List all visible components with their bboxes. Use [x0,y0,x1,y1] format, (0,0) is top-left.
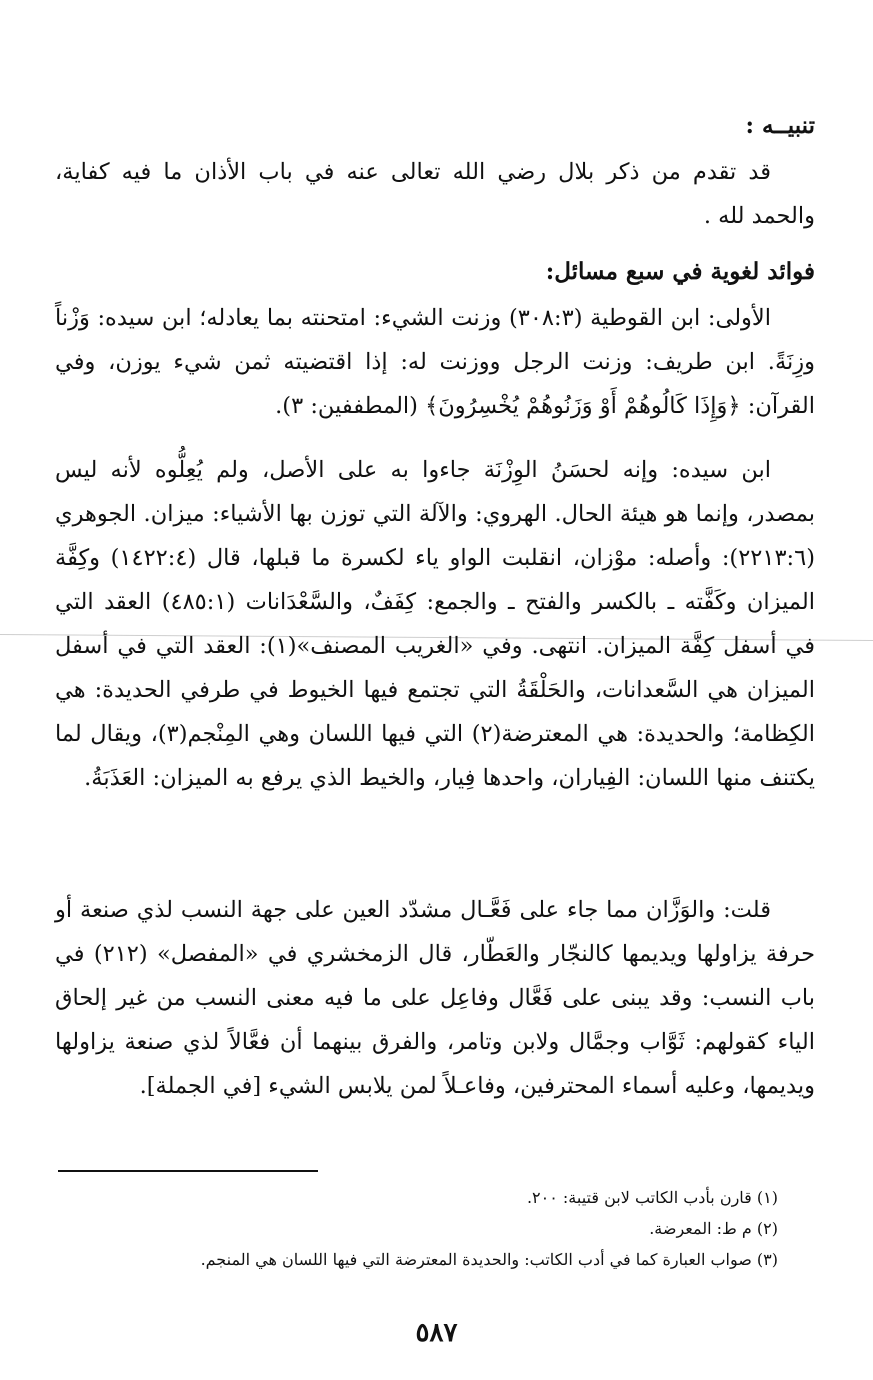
paragraph-1: الأولى: ابن القوطية (٣٠٨:٣) وزنت الشيء: امتحنته بما يعادله؛ ابن سيده: وَزْناً وزِنَةً. ابن طريف: وزنت الرجل ووزنت له: إذا اقتضيته ثمن شيء يوزن، وفي القرآن: ﴿وَإِذَا كَالُوهُمْ أَوْ وَزَنُوهُمْ يُخْسِرُونَ﴾ (المطففين: ٣). [55,305,815,419]
paragraph-2: ابن سيده: وإنه لحسَنُ الوِزْنَة جاءوا به على الأصل، ولم يُعِلُّوه لأنه ليس بمصدر، وإنما هو هيئة الحال. الهروي: والآلة التي توزن بها الأشياء: ميزان. الجوهري (٢٢١٣:٦): وأصله: موْزان، انقلبت الواو ياء لكسرة ما قبلها، قال (١٤٢٢:٤) وكِفَّة الميزان وكَفَّته ـ بالكسر والفتح ـ والجمع: كِفَفٌ، والسَّعْدَانات (٤٨٥:١) العقد التي في أسفل كِفَّة الميزان. انتهى. وفي «الغريب المصنف»(١): العقد التي في أسفل الميزان هي السَّعدانات، والحَلْقَةُ التي تجتمع فيها الخيوط في طرفي الحديدة: هي الكِظامة؛ والحديدة: هي المعترضة(٢) التي فيها اللسان وهي المِنْجم(٣)، ويقال لما يكتنف منها اللسان: الفِياران، واحدها فِيار، والخيط الذي يرفع به الميزان: العَذَبَةُ. [55,457,816,791]
footnote-1: (١) قارن بأدب الكاتب لابن قتيبة: ٢٠٠. [526,1188,778,1207]
footnotes [58,1182,778,1275]
fawaid-heading: فوائد لغوية في سبع مسائل: [545,258,815,285]
footnote-3: (٣) صواب العبارة كما في أدب الكاتب: والحديدة المعترضة التي فيها اللسان هي المنجم. [200,1250,778,1269]
footnote-2: (٢) م ط: المعرضة. [649,1219,778,1238]
page-number: ٥٨٧ [415,1318,458,1348]
tanbih-paragraph: قد تقدم من ذكر بلال رضي الله تعالى عنه في باب الأذان ما فيه كفاية، والحمد لله . [55,159,815,229]
tanbih-heading: تنبيــه : [745,112,815,139]
paragraph-3: قلت: والوَزَّان مما جاء على فَعَّـال مشدّد العين على جهة النسب لذي صنعة أو حرفة يزاولها ويديمها كالنجّار والعَطّار، قال الزمخشري في «المفصل» (٢١٢) في باب النسب: وقد يبنى على فَعَّال وفاعِل على ما فيه معنى النسب من غير إلحاق الياء كقولهم: ثَوَّاب وجمَّال ولابن وتامر، والفرق بينهما أن فعَّالاً لذي صنعة يزاولها ويديمها، وعليه أسماء المحترفين، وفاعـلاً لمن يلابس الشيء [في الجملة]. [55,897,815,1099]
footnote-separator [58,1170,318,1172]
